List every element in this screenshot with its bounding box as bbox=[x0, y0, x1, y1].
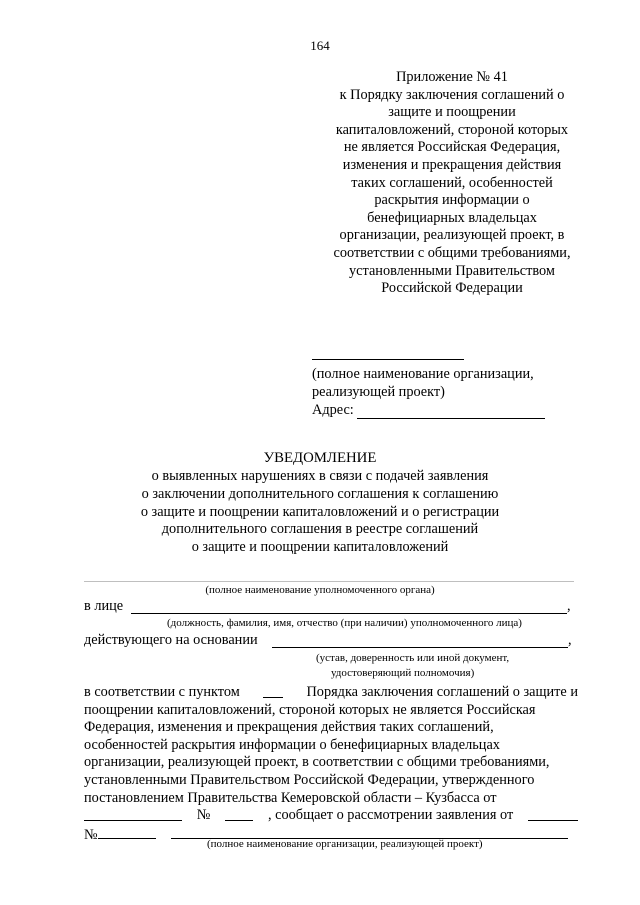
basis-label: действующего на основании bbox=[84, 632, 258, 648]
person-comma: , bbox=[567, 598, 571, 614]
body-line bbox=[84, 772, 578, 790]
body-line bbox=[84, 719, 578, 737]
body-line bbox=[84, 807, 578, 825]
person-field[interactable] bbox=[131, 613, 567, 614]
body-line bbox=[84, 684, 578, 702]
subtitle-line: о выявленных нарушениях в связи с подачей заявления bbox=[151, 468, 489, 484]
body-text: установленными Правительством Российской Федерации, утвержденного bbox=[84, 771, 535, 788]
basis-comma: , bbox=[568, 632, 572, 648]
recipient-block bbox=[312, 343, 602, 419]
appendix-line: изменения и прекращения действия bbox=[342, 156, 562, 173]
organization-caption: (полное наименование организации, реализующей проект) bbox=[207, 838, 483, 850]
subtitle-line: о защите и поощрении капиталовложений и о регистрации bbox=[140, 503, 500, 520]
body-text: поощрении капиталовложений, стороной которых не является Российская bbox=[84, 701, 536, 718]
body-line bbox=[84, 790, 578, 808]
appendix-line: не является Российская Федерация, bbox=[343, 139, 561, 156]
appendix-line: капиталовложений, стороной которых bbox=[335, 121, 569, 138]
application-date-field[interactable] bbox=[528, 807, 578, 821]
authority-name-field[interactable] bbox=[84, 581, 574, 582]
body-line bbox=[84, 702, 578, 720]
document-title: УВЕДОМЛЕНИЕ bbox=[263, 450, 377, 466]
organization-caption: реализующей проект) bbox=[312, 384, 445, 400]
person-label: в лице bbox=[84, 598, 124, 614]
body-text: организации, реализующей проект, в соответствии с общими требованиями, bbox=[84, 754, 550, 771]
body-paragraph bbox=[84, 684, 578, 844]
body-text: Федерация, изменения и прекращения действия таких соглашений, bbox=[84, 719, 494, 736]
number-sign: № bbox=[84, 826, 98, 843]
body-line bbox=[84, 754, 578, 772]
appendix-line: раскрытия информации о bbox=[374, 192, 530, 209]
subtitle-line: о защите и поощрении капиталовложений bbox=[191, 539, 449, 556]
body-text: в соответствии с пунктом bbox=[84, 684, 240, 700]
subtitle-line: дополнительного соглашения в реестре соглашений bbox=[161, 521, 479, 538]
resolution-date-field[interactable] bbox=[84, 807, 182, 821]
appendix-line: установленными Правительством bbox=[349, 262, 555, 279]
clause-number-field[interactable] bbox=[263, 684, 283, 698]
resolution-number-field[interactable] bbox=[225, 807, 253, 821]
subtitle-line: о заключении дополнительного соглашения к соглашению bbox=[141, 485, 499, 502]
authority-caption: (полное наименование уполномоченного органа) bbox=[205, 584, 435, 596]
number-sign: № bbox=[196, 807, 211, 824]
body-text: постановлением Правительства Кемеровской области – Кузбасса от bbox=[84, 789, 497, 806]
appendix-line: к Порядку заключения соглашений о bbox=[339, 86, 565, 103]
appendix-header bbox=[323, 69, 581, 298]
organization-name-field[interactable] bbox=[171, 825, 568, 839]
basis-field[interactable] bbox=[272, 647, 568, 648]
address-label: Адрес: bbox=[312, 402, 358, 418]
appendix-line: защите и поощрении bbox=[388, 104, 516, 121]
body-text: особенностей раскрытия информации о бенефициарных владельцах bbox=[84, 736, 500, 753]
appendix-line: организации, реализующей проект, в bbox=[339, 227, 565, 244]
appendix-line: соответствии с общими требованиями, bbox=[333, 244, 571, 261]
appendix-line: таких соглашений, особенностей bbox=[351, 174, 553, 191]
document-subtitle bbox=[0, 468, 640, 557]
appendix-line: Российской Федерации bbox=[381, 280, 523, 297]
body-text: , сообщает о рассмотрении заявления от bbox=[268, 807, 514, 824]
body-text: Порядка заключения соглашений о защите и bbox=[306, 684, 578, 700]
appendix-line: бенефициарных владельцах bbox=[367, 209, 537, 226]
body-line bbox=[84, 737, 578, 755]
application-number-field[interactable] bbox=[98, 825, 156, 839]
organization-caption: (полное наименование организации, bbox=[312, 366, 534, 382]
organization-name-field[interactable] bbox=[312, 343, 464, 360]
page-number: 164 bbox=[310, 38, 330, 53]
appendix-line: Приложение № 41 bbox=[396, 69, 508, 85]
basis-caption: удостоверяющий полномочия) bbox=[331, 667, 475, 679]
person-caption: (должность, фамилия, имя, отчество (при наличии) уполномоченного лица) bbox=[167, 617, 522, 629]
address-field[interactable] bbox=[357, 404, 545, 419]
basis-caption: (устав, доверенность или иной документ, bbox=[316, 652, 510, 664]
